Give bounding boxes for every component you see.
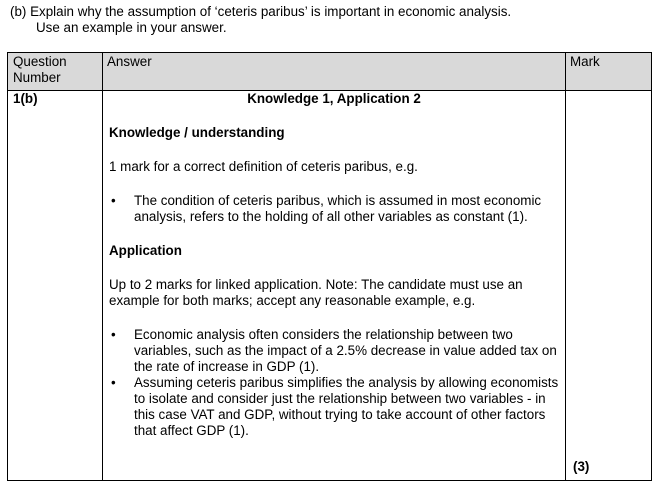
question-text — [10, 4, 511, 36]
list-item: • Assuming ceteris paribus simplifies the analysis by allowing economists to isolate and consider just the relationship between two variables - in this case VAT and GDP, without trying to take account of other factors that affect GDP (1). — [109, 375, 559, 439]
header-answer: Answer — [103, 53, 566, 91]
application-title: Application — [109, 243, 182, 258]
application-intro: Up to 2 marks for linked application. Note: The candidate must use an example for both marks; accept any reasonable example, e.g. — [109, 277, 523, 308]
knowledge-bullet-list — [109, 193, 559, 225]
question-line-2: Use an example in your answer. — [36, 20, 227, 35]
header-mark: Mark — [566, 53, 652, 91]
knowledge-title: Knowledge / understanding — [109, 125, 285, 140]
mark-value: (3) — [573, 459, 590, 474]
knowledge-intro: 1 mark for a correct definition of ceteris paribus, e.g. — [109, 159, 418, 174]
mark-cell — [566, 91, 652, 481]
question-number-cell: 1(b) — [8, 91, 103, 481]
table-header-row — [8, 53, 652, 91]
answer-cell — [103, 91, 566, 481]
header-question-number: Question Number — [8, 53, 103, 91]
table-row — [8, 91, 652, 481]
question-line-1: (b) Explain why the assumption of ‘ceteris paribus’ is important in economic analysis. — [10, 4, 512, 19]
answer-heading: Knowledge 1, Application 2 — [247, 91, 421, 106]
list-item: • The condition of ceteris paribus, which is assumed in most economic analysis, refers to the holding of all other variables as constant (1). — [109, 193, 559, 225]
application-bullet-list — [109, 327, 559, 439]
list-item: • Economic analysis often considers the relationship between two variables, such as the impact of a 2.5% decrease in value added tax on the rate of increase in GDP (1). — [109, 327, 559, 375]
mark-scheme-table — [7, 52, 652, 481]
